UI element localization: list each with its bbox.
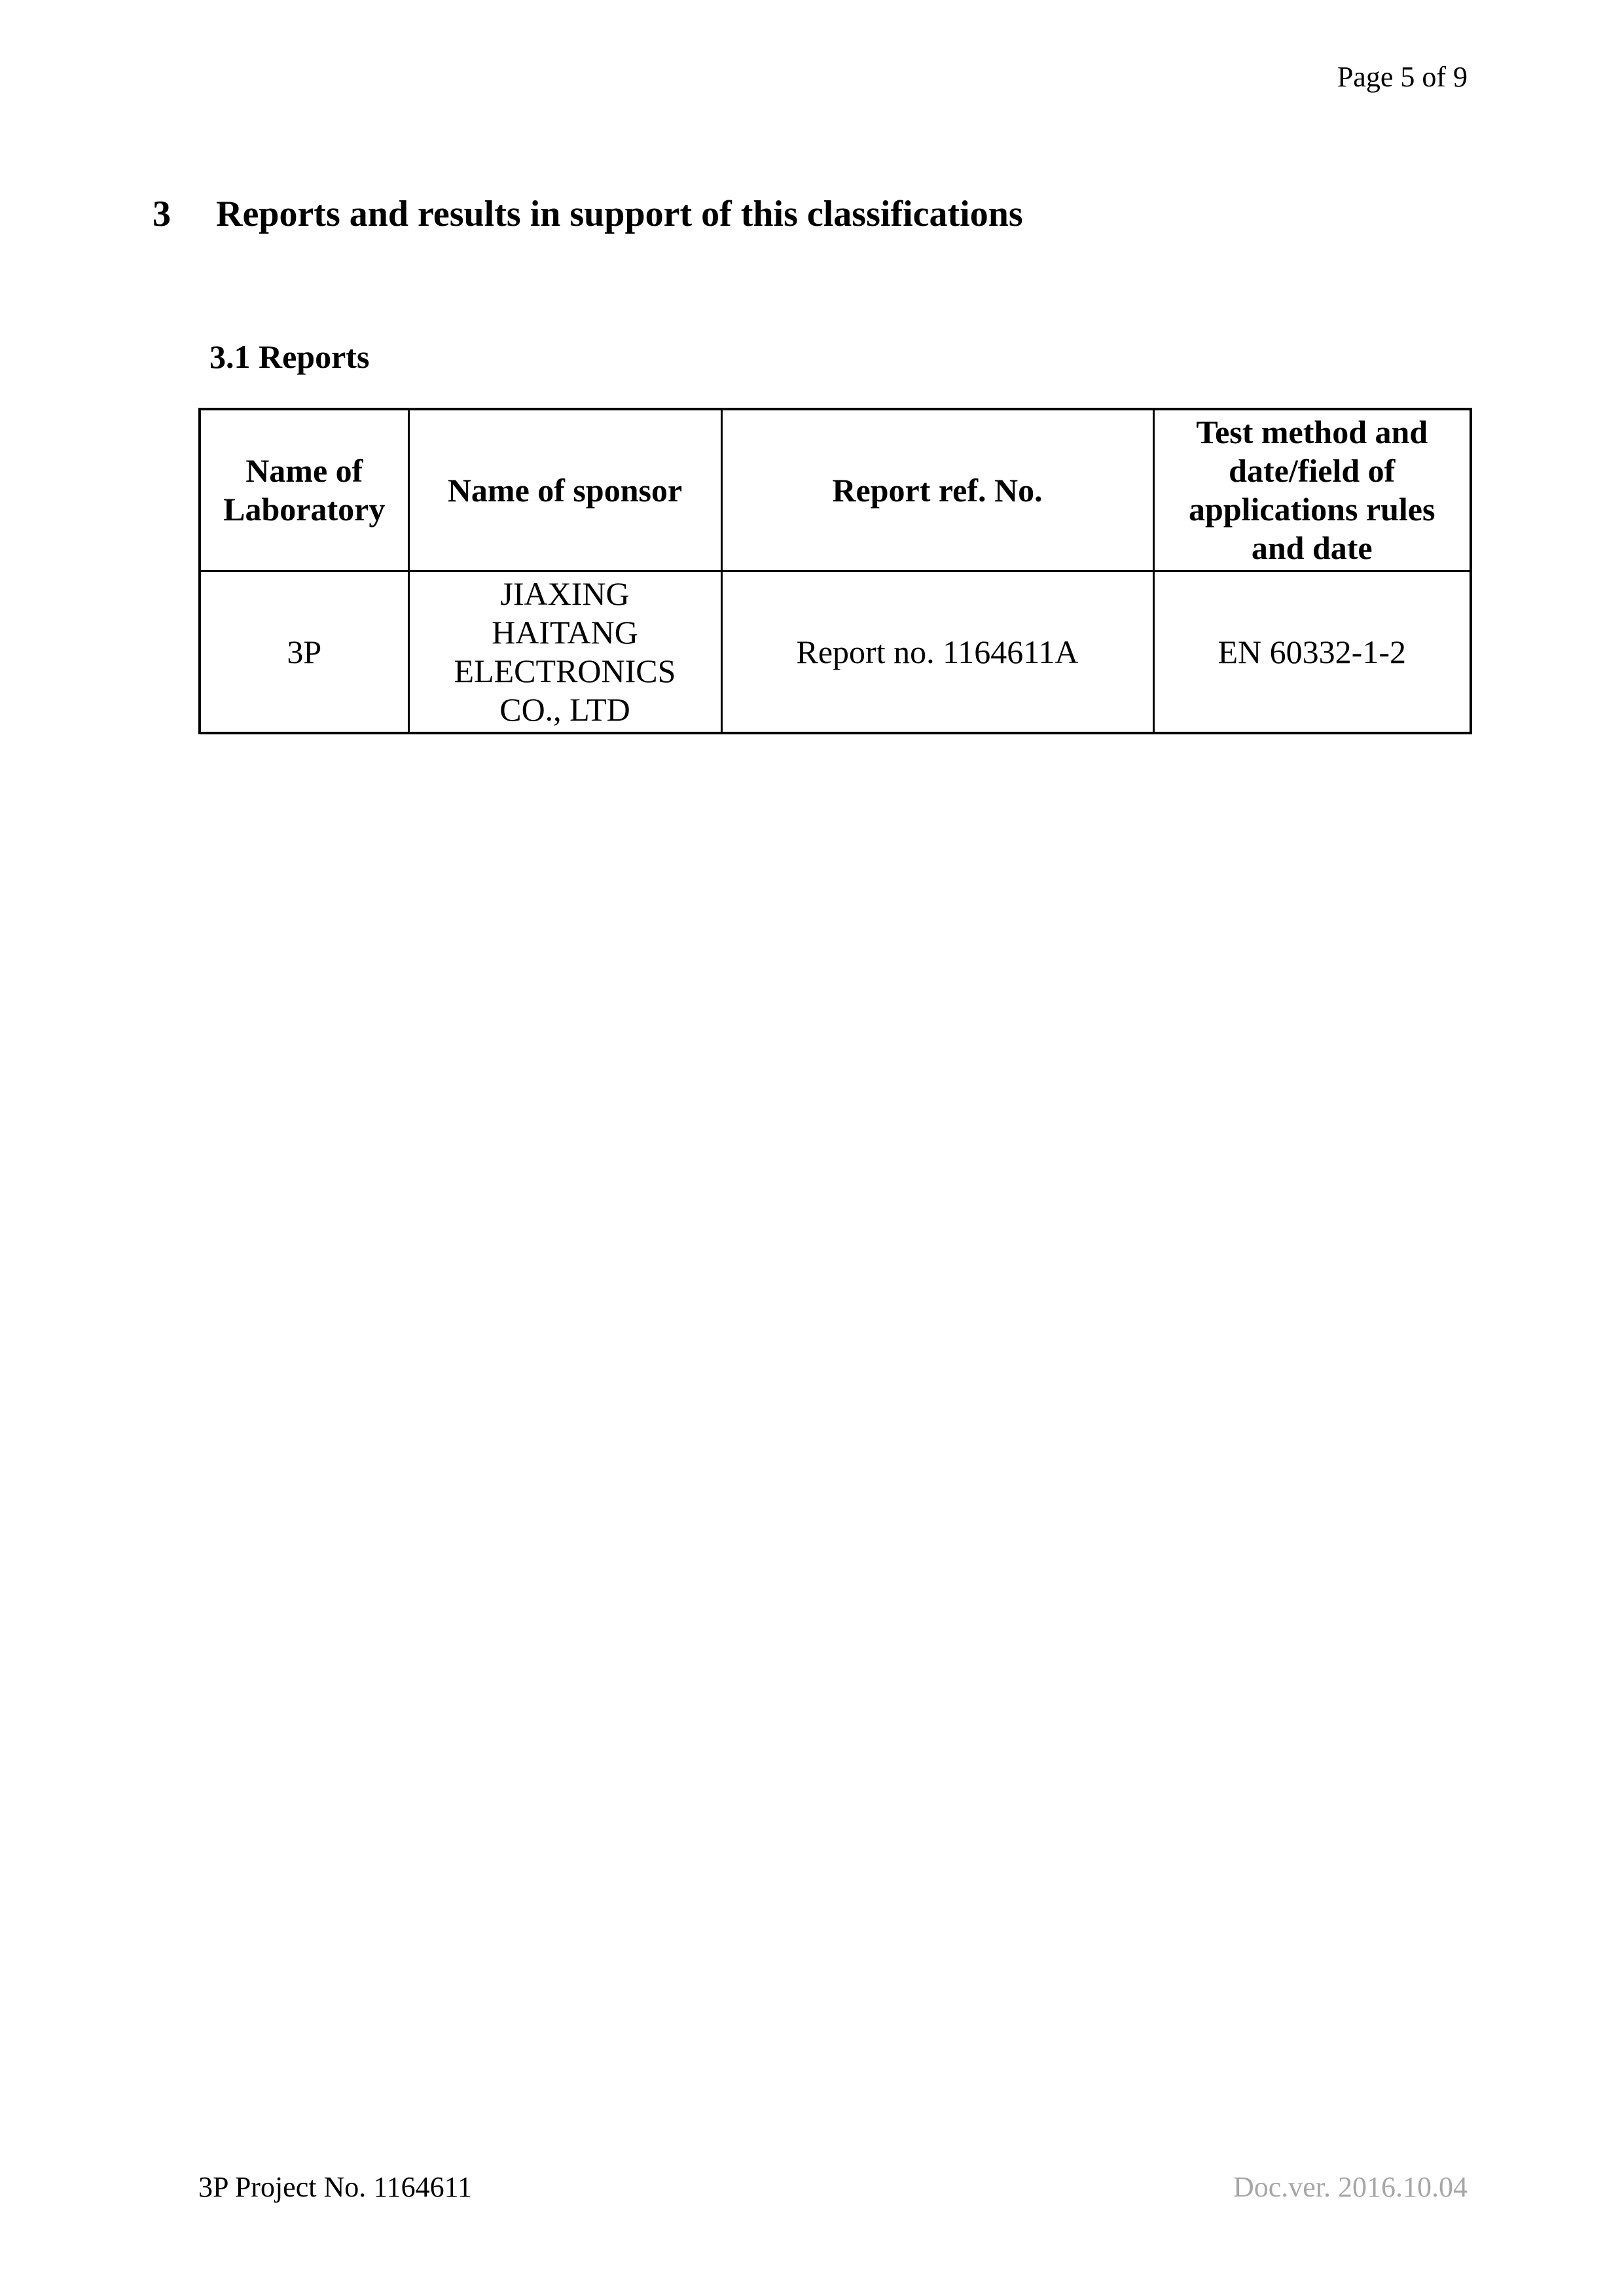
cell-report-ref: Report no. 1164611A (721, 571, 1153, 734)
column-header-test-method: Test method and date/field of applications rules and date (1153, 409, 1471, 571)
footer-doc-version: Doc.ver. 2016.10.04 (1233, 2171, 1468, 2203)
section-heading (153, 192, 1023, 236)
cell-sponsor: JIAXING HAITANG ELECTRONICS CO., LTD (408, 571, 721, 734)
column-header-sponsor: Name of sponsor (408, 409, 721, 571)
column-header-laboratory: Name of Laboratory (200, 409, 408, 571)
cell-laboratory: 3P (200, 571, 408, 734)
column-header-report-ref: Report ref. No. (721, 409, 1153, 571)
section-number: 3 (153, 194, 171, 234)
reports-table (198, 408, 1472, 734)
table-header-row (200, 409, 1471, 571)
table-row (200, 571, 1471, 734)
subsection-heading: 3.1 Reports (209, 338, 370, 375)
cell-test-method: EN 60332-1-2 (1153, 571, 1471, 734)
footer-project-number: 3P Project No. 1164611 (198, 2171, 472, 2203)
page-number: Page 5 of 9 (1337, 61, 1468, 93)
section-title: Reports and results in support of this classifications (216, 194, 1023, 234)
